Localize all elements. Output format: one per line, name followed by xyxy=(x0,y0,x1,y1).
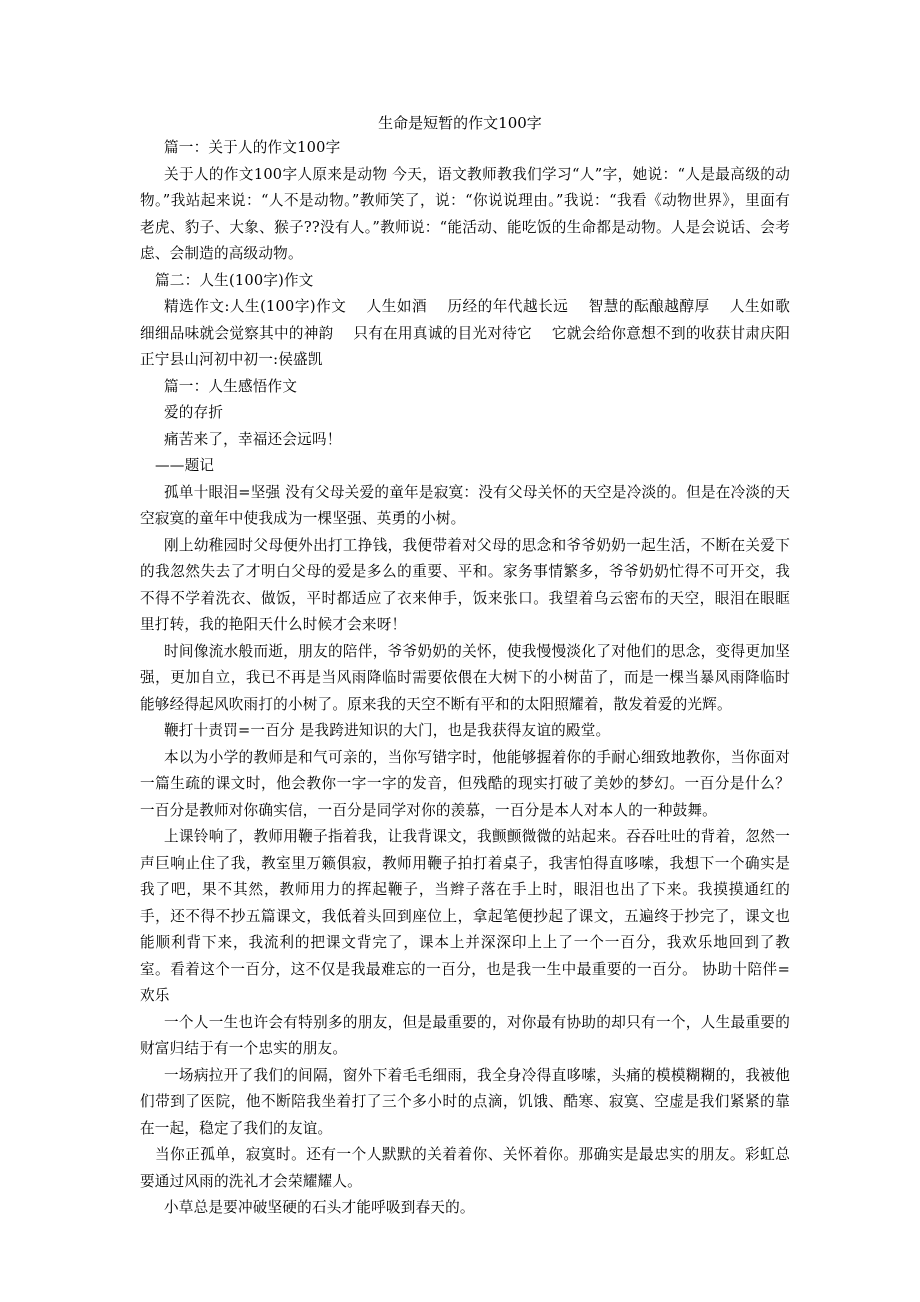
paragraph-1: 关于人的作文100字人原来是动物 今天，语文教师教我们学习“人”字，她说：“人是最高级的动物。”我站起来说：“人不是动物。”教师笑了，说：“你说说理由。”我说：“我看《动物世界》，里面有老虎、豹子、大象、猴子??没有人。”教师说：“能活动、能吃饭的生命都是动物。人是会说话、会考虑、会制造的高级动物。 xyxy=(140,165,790,262)
epigraph-attribution: ——题记 xyxy=(155,457,215,474)
epigraph: 痛苦来了，幸福还会远吗！ xyxy=(164,430,342,448)
section-heading-1: 篇一：关于人的作文100字 xyxy=(164,139,341,156)
section-heading-3: 篇一：人生感悟作文 xyxy=(164,377,298,395)
paragraph-2: 精选作文:人生(100字)作文 人生如酒 历经的年代越长远 智慧的酝酿越醇厚 人生如歌 细细品味就会觉察其中的神韵 只有在用真诚的目光对待它 它就会给你意想不到的收获甘肃庆阳正宁县山河初中初一:侯盛凯 xyxy=(140,298,810,368)
paragraph-12: 小草总是要冲破坚硬的石头才能呼吸到春天的。 xyxy=(164,1199,475,1216)
paragraph-4: 刚上幼稚园时父母便外出打工挣钱，我便带着对父母的思念和爷爷奶奶一起生活，不断在关爱下的我忽然失去了才明白父母的爱是多么的重要、平和。家务事情繁多，爷爷奶奶忙得不可开交，我不得不学着洗衣、做饭，平时都适应了衣来伸手，饭来张口。我望着乌云密布的天空，眼泪在眼眶里打转，我的艳阳天什么时候才会来呀！ xyxy=(140,536,790,633)
paragraph-7: 本以为小学的教师是和气可亲的，当你写错字时，他能够握着你的手耐心细致地教你，当你面对一篇生疏的课文时，他会教你一字一字的发音，但残酷的现实打破了美妙的梦幻。一百分是什么？一百分是教师对你确实信，一百分是同学对你的羡慕，一百分是本人对本人的一种鼓舞。 xyxy=(140,748,790,819)
document-title: 生命是短暂的作文100字 xyxy=(378,114,542,132)
paragraph-11: 当你正孤单，寂寞时。还有一个人默默的关着着你、关怀着你。那确实是最忠实的朋友。彩虹总要通过风雨的洗礼才会荣耀耀人。 xyxy=(140,1146,790,1190)
paragraph-6: 鞭打十责罚=一百分 是我跨进知识的大门，也是我获得友谊的殿堂。 xyxy=(164,722,611,739)
paragraph-3: 孤单十眼泪=坚强 没有父母关爱的童年是寂寞：没有父母关怀的天空是冷淡的。但是在冷淡的天空寂寞的童年中使我成为一棵坚强、英勇的小树。 xyxy=(140,483,790,527)
paragraph-10: 一场病拉开了我们的间隔，窗外下着毛毛细雨，我全身冷得直哆嗦，头痛的模模糊糊的，我被他们带到了医院，他不断陪我坐着打了三个多小时的点滴，饥饿、酷寒、寂寞、空虚是我们紧紧的靠在一起，稳定了我们的友谊。 xyxy=(140,1066,790,1137)
section-heading-2: 篇二：人生(100字)作文 xyxy=(155,271,314,289)
document-body xyxy=(140,135,810,1222)
essay-title: 爱的存折 xyxy=(164,404,224,421)
paragraph-8: 上课铃响了，教师用鞭子指着我，让我背课文，我颤颤微微的站起来。吞吞吐吐的背着，忽然一声巨响止住了我，教室里万籁俱寂，教师用鞭子拍打着桌子，我害怕得直哆嗦，我想下一个确实是我了吧，果不其然，教师用力的挥起鞭子，当辫子落在手上时，眼泪也出了下来。我摸摸通红的手，还不得不抄五篇课文，我低着头回到座位上，拿起笔便抄起了课文，五遍终于抄完了，课文也能顺利背下来，我流利的把课文背完了，课本上并深深印上上了一个一百分，我欢乐地回到了教室。看着这个一百分，这不仅是我最难忘的一百分，也是我一生中最重要的一百分。 协助十陪伴=欢乐 xyxy=(140,828,790,1004)
paragraph-5: 时间像流水般而逝，朋友的陪伴，爷爷奶奶的关怀，使我慢慢淡化了对他们的思念，变得更加坚强，更加自立，我已不再是当风雨降临时需要依偎在大树下的小树苗了，而是一棵当暴风雨降临时能够经得起风吹雨打的小树了。原来我的天空不断有平和的太阳照耀着，散发着爱的光辉。 xyxy=(140,642,790,713)
paragraph-9: 一个人一生也许会有特别多的朋友，但是最重要的，对你最有协助的却只有一个，人生最重要的财富归结于有一个忠实的朋友。 xyxy=(140,1013,790,1057)
